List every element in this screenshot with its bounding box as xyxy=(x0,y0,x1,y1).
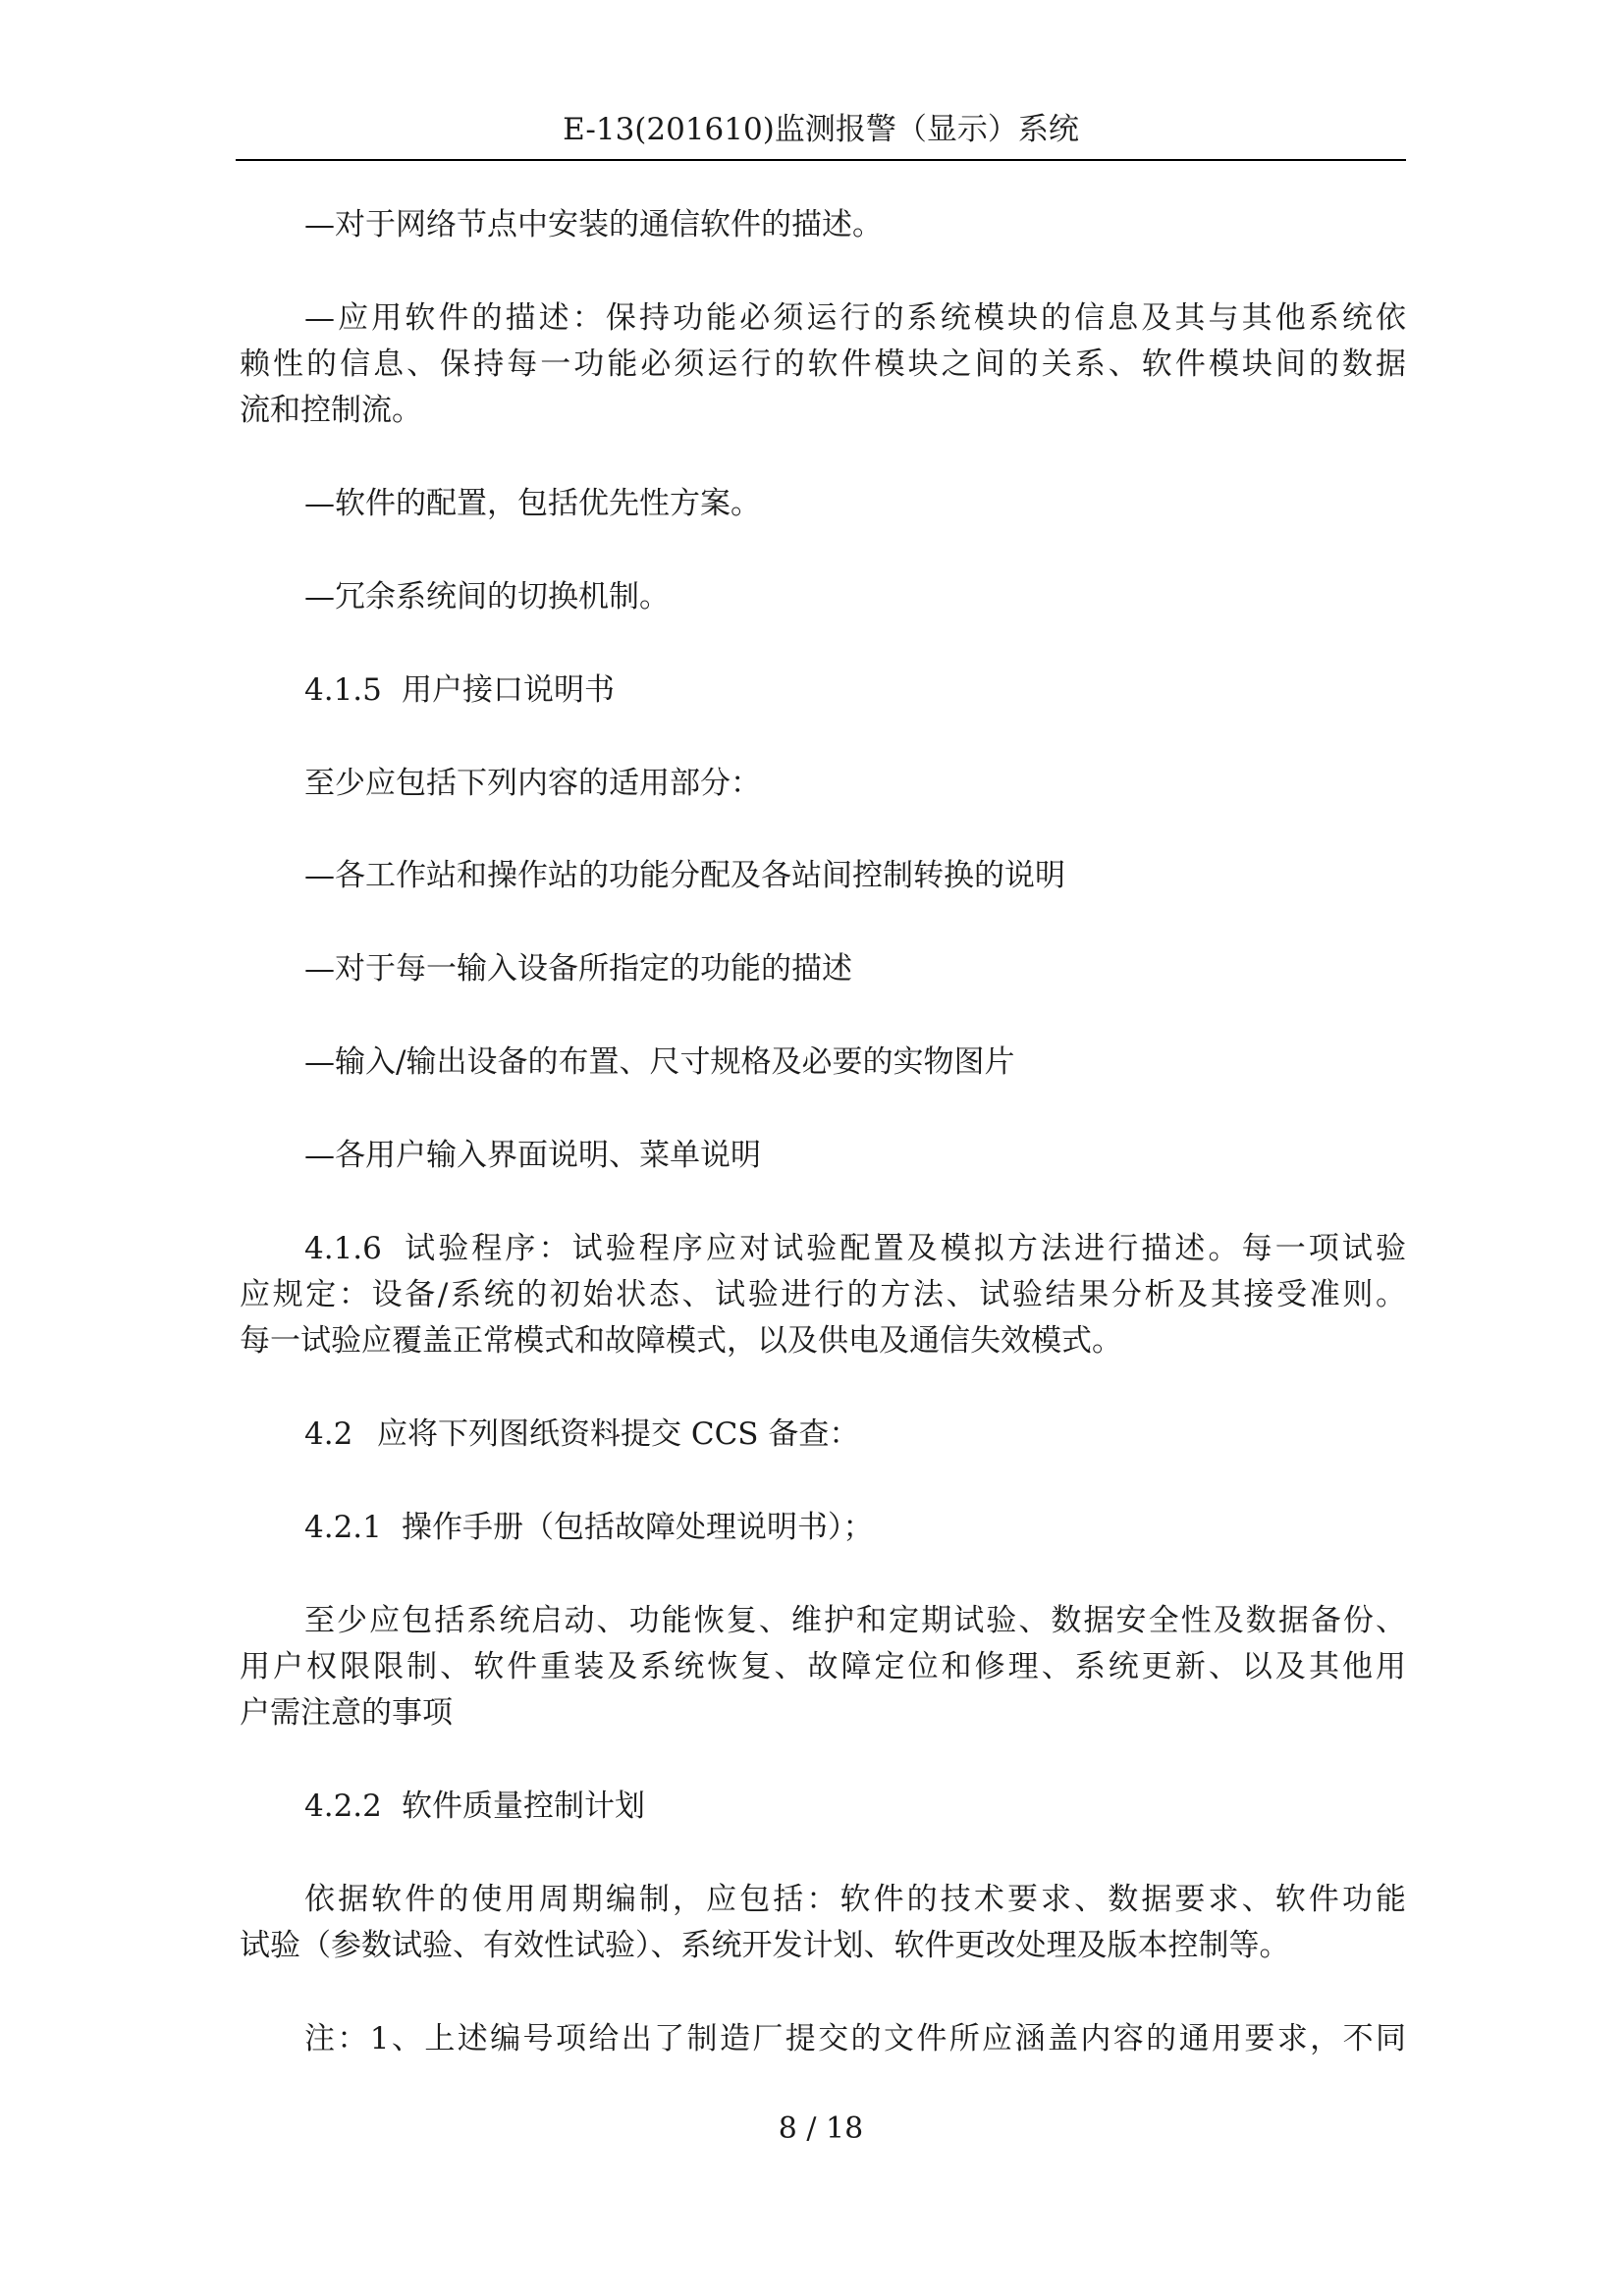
section-4-2-2-heading xyxy=(240,1784,1406,1830)
section-4-2-heading xyxy=(240,1412,1406,1458)
page-number: 8 / 18 xyxy=(778,2111,864,2146)
section-4-1-6-test-procedure: 4.1.6 试验程序：试验程序应对试验配置及模拟方法进行描述。每一项试验 应规定：设备/系统的初始状态、试验进行的方法、试验结果分析及其接受准则。 每一试验应覆盖正常模式和故障模式，以及供电及通信失效模式。 xyxy=(240,1226,1406,1364)
paragraph-input-device-functions: —对于每一输入设备所指定的功能的描述 xyxy=(304,951,852,987)
header-divider xyxy=(236,159,1406,161)
section-number: 4.2 xyxy=(304,1416,353,1452)
section-4-2-1-heading xyxy=(240,1505,1406,1551)
section-number: 4.1.6 xyxy=(304,1231,382,1266)
section-title: 操作手册（包括故障处理说明书）； xyxy=(402,1510,874,1545)
paragraph-redundancy-switch: —冗余系统间的切换机制。 xyxy=(304,579,670,614)
section-title: 应将下列图纸资料提交 CCS 备查： xyxy=(377,1416,860,1452)
section-title: 用户接口说明书 xyxy=(402,672,615,708)
paragraph-io-layout: —输入/输出设备的布置、尺寸规格及必要的实物图片 xyxy=(304,1044,1015,1080)
page-header: E-13(201610)监测报警（显示）系统 xyxy=(563,112,1079,147)
paragraph-note: 注：1、上述编号项给出了制造厂提交的文件所应涵盖内容的通用要求，不同 xyxy=(304,2021,1406,2056)
section-4-1-5-heading xyxy=(240,667,1406,714)
paragraph-software-config: —软件的配置，包括优先性方案。 xyxy=(304,486,761,521)
paragraph-quality-plan: 依据软件的使用周期编制，应包括：软件的技术要求、数据要求、软件功能 试验（参数试验、有效性试验）、系统开发计划、软件更改处理及版本控制等。 xyxy=(240,1882,1406,1963)
paragraph-workstation-allocation: —各工作站和操作站的功能分配及各站间控制转换的说明 xyxy=(304,858,1065,893)
paragraph-manual-contents: 至少应包括系统启动、功能恢复、维护和定期试验、数据安全性及数据备份、 用户权限限制、软件重装及系统恢复、故障定位和修理、系统更新、以及其他用 户需注意的事项 xyxy=(240,1603,1406,1731)
section-number: 4.2.1 xyxy=(304,1510,382,1545)
paragraph-application-software: —应用软件的描述：保持功能必须运行的系统模块的信息及其与其他系统依 赖性的信息、保持每一功能必须运行的软件模块之间的关系、软件模块间的数据 流和控制流。 xyxy=(240,300,1406,428)
section-number: 4.2.2 xyxy=(304,1789,382,1824)
section-number: 4.1.5 xyxy=(304,672,382,708)
paragraph-user-interface-menus: —各用户输入界面说明、菜单说明 xyxy=(304,1138,761,1173)
paragraph-applicable-parts: 至少应包括下列内容的适用部分： xyxy=(304,766,761,801)
paragraph-network-software: —对于网络节点中安装的通信软件的描述。 xyxy=(304,207,883,242)
section-title: 软件质量控制计划 xyxy=(402,1789,645,1824)
